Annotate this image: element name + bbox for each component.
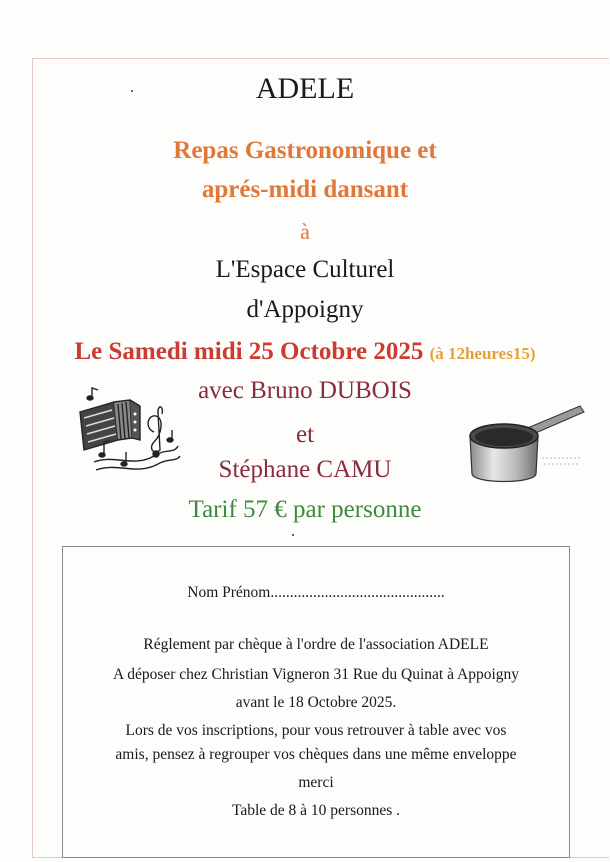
artist1-line: avec Bruno DUBOIS — [198, 377, 412, 404]
price-line: Tarif 57 € par personne — [188, 496, 422, 523]
note-line2: amis, pensez à regrouper vos chèques dans une même enveloppe — [115, 746, 517, 763]
saucepan-icon — [462, 396, 592, 488]
accordion-music-notes-icon — [74, 384, 184, 484]
event-time: (à 12heures15) — [429, 344, 536, 363]
venue-line1: L'Espace Culturel — [215, 256, 395, 283]
and-word: et — [295, 421, 315, 448]
name-field-label: Nom Prénom............................................. — [187, 584, 445, 601]
note-line1: Lors de vos inscriptions, pour vous retrouver à table avec vos — [125, 722, 507, 739]
thanks: merci — [298, 774, 334, 791]
event-date-text: Le Samedi midi 25 Octobre 2025 — [74, 338, 424, 365]
deadline: avant le 18 Octobre 2025. — [235, 694, 397, 711]
deposit-address: A déposer chez Christian Vigneron 31 Rue du Quinat à Appoigny — [112, 666, 520, 683]
event-name-line2: aprés-midi dansant — [201, 176, 409, 203]
venue-line2: d'Appoigny — [246, 296, 364, 323]
payment-instruction: Réglement par chèque à l'ordre de l'association ADELE — [143, 636, 489, 653]
event-name-line1: Repas Gastronomique et — [173, 137, 437, 164]
page-title: ADELE — [255, 72, 355, 105]
artist2-line: Stéphane CAMU — [218, 456, 392, 483]
table-size: Table de 8 à 10 personnes . — [231, 802, 401, 819]
stray-dot — [292, 534, 294, 536]
at-word: à — [300, 219, 310, 244]
event-date — [0, 338, 610, 366]
